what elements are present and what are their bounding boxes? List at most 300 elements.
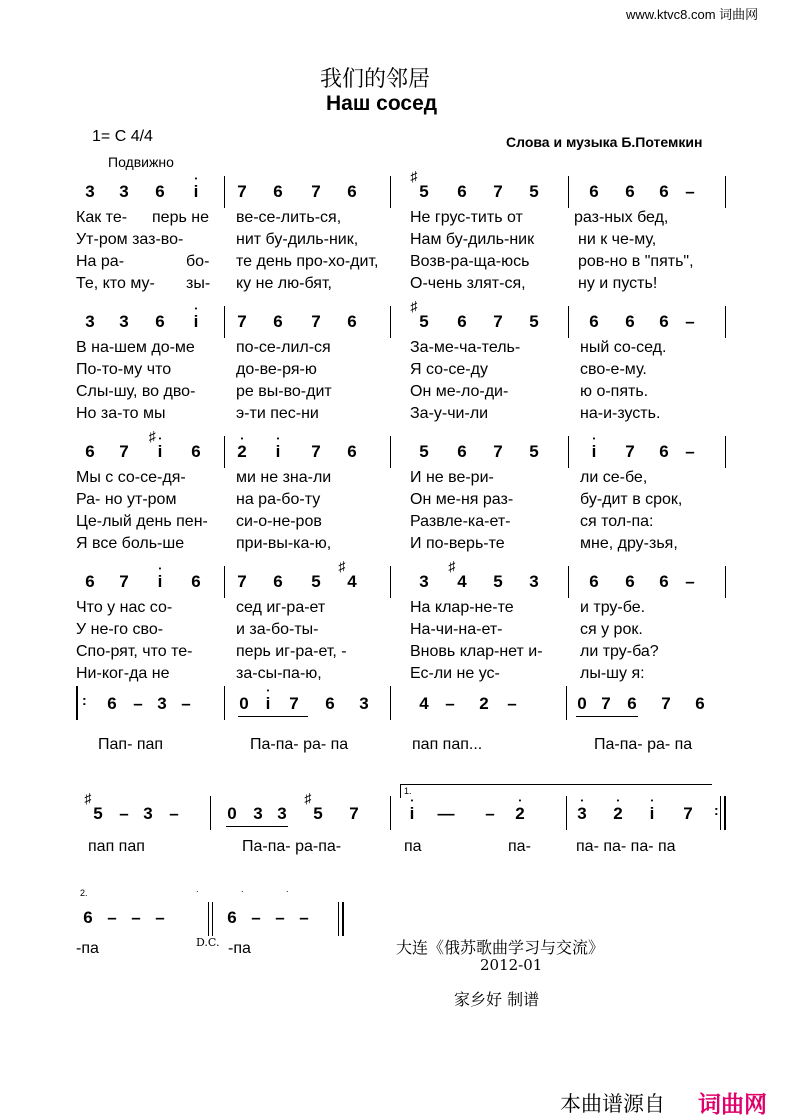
note-digit: 7 [349,804,359,823]
note-digit: 2 [515,804,525,823]
note-digit: 6 [457,312,467,331]
note [237,182,246,202]
note-digit: 3 [85,312,95,331]
note-digit: – [685,182,695,201]
note-digit: 5 [419,442,429,461]
note-digit: 6 [83,908,93,927]
note-digit: 5 [313,804,323,823]
repeat-end-thick [724,796,726,830]
underline-beam [226,826,288,827]
note-digit: 3 [359,694,369,713]
barline [566,686,567,720]
note [347,442,356,462]
note-digit: 6 [347,182,357,201]
note [191,572,200,592]
octave-dot: • [592,436,596,443]
note-digit: i [409,804,415,823]
lyric-segment: бо- [186,253,210,270]
note-row [0,428,790,466]
lyric-segment: -па [76,940,99,957]
note [457,442,466,462]
note [419,694,428,714]
note-digit: 3 [85,182,95,201]
lyric-segment: и за-бо-ты- [236,621,319,638]
brand-logo: 词曲网 [698,1091,767,1117]
note-digit: 5 [311,572,321,591]
note [409,798,415,824]
barline [390,306,391,338]
note-digit: – [169,804,179,823]
note-digit: 3 [253,804,263,823]
note [347,312,356,332]
note [148,428,163,462]
note [227,908,236,928]
note [457,182,466,202]
note-digit: 5 [419,182,429,201]
note [239,694,248,714]
tempo-marking: Подвижно [108,154,174,170]
note [265,688,271,714]
lyric-segment: перь иг-ра-ет, - [236,643,347,660]
note [119,804,128,824]
note-digit: 7 [119,572,129,591]
note-digit: 6 [347,312,357,331]
octave-dot: • [240,436,244,443]
note-digit: i [275,442,281,461]
note [627,694,636,714]
note-digit: 0 [577,694,587,713]
note-row [0,168,790,206]
note [695,694,704,714]
note [289,694,298,714]
note-digit: 3 [277,804,287,823]
note [299,908,308,928]
lyric-line [0,339,790,359]
lyric-segment: зы- [186,275,211,292]
sharp-sign: ♯ [410,298,418,314]
note-digit: 6 [625,572,635,591]
note [577,694,586,714]
octave-dot: • [518,798,522,805]
note [85,312,94,332]
lyric-line [0,253,790,273]
note-digit: 6 [107,694,117,713]
title-chinese: 我们的邻居 [320,67,431,92]
note-digit: 6 [325,694,335,713]
lyric-segment: ку не лю-бят, [236,275,332,292]
sharp-sign: ♯ [84,790,92,806]
lyric-segment: В на-шем до-ме [76,339,195,356]
lyric-segment: Спо-рят, что те- [76,643,193,660]
lyric-segment: По-то-му что [76,361,172,378]
footer-date: 2012-01 [480,956,543,974]
octave-dot: • [650,798,654,805]
note-digit: i [649,804,655,823]
note [529,312,538,332]
note [325,694,334,714]
note-digit: – [275,908,285,927]
note-digit: 6 [625,312,635,331]
note [649,798,655,824]
barline [390,686,391,720]
lyric-segment: ный со-сед. [580,339,667,356]
note [251,908,260,928]
note [119,182,128,202]
sharp-sign: ♯ [304,790,312,806]
note [157,566,163,592]
lyric-segment: пап пап... [412,736,483,753]
note-digit: 2 [613,804,623,823]
lyric-line [0,621,790,641]
lyric-line [0,736,790,756]
note [493,442,502,462]
note-digit: 6 [659,572,669,591]
note-digit: 7 [237,182,247,201]
barline [224,566,225,598]
lyric-segment: Ра- но ут-ром [76,491,177,508]
note [311,312,320,332]
note-digit: i [265,694,271,713]
note [685,182,694,202]
note-digit: – [155,908,165,927]
octave-dot: • [276,436,280,443]
note-digit: 4 [457,572,467,591]
barline [568,176,569,208]
note-digit: 5 [529,182,539,201]
note [304,790,323,824]
lyric-segment: Нам бу-диль-ник [410,231,535,248]
barline [725,176,726,208]
octave-dot: • [580,798,584,805]
note-digit: i [157,442,163,461]
lyric-segment: Ут-ром заз-во- [76,231,184,248]
note-digit: 7 [683,804,693,823]
note-digit: – [299,908,309,927]
note-digit: 5 [93,804,103,823]
note-digit: – [445,694,455,713]
note-digit: 6 [457,442,467,461]
barline [568,566,569,598]
note [359,694,368,714]
source-label: 本曲谱源自 [560,1093,665,1116]
note-digit: – [485,804,495,823]
lyric-line [0,643,790,663]
lyric-line [0,383,790,403]
note [589,572,598,592]
lyric-segment: раз-ных бед, [574,209,669,226]
note-digit: 0 [239,694,249,713]
note-digit: 3 [143,804,153,823]
note-digit: 5 [529,312,539,331]
lyric-segment: Па-па- ра- па [594,736,693,753]
lyric-segment: нит бу-диль-ник, [236,231,359,248]
sharp-sign: ♯ [448,558,456,574]
note [659,572,668,592]
note [84,790,103,824]
note [659,442,668,462]
note [311,182,320,202]
barline [725,566,726,598]
note [589,312,598,332]
note [181,694,190,714]
note [625,182,634,202]
lyric-segment: па [404,838,422,855]
lyric-segment: пап пап [88,838,145,855]
note [143,804,152,824]
note [85,182,94,202]
note-digit: 3 [119,312,129,331]
note [237,572,246,592]
note [155,312,164,332]
octave-dot: • [266,688,270,695]
credits: Слова и музыка Б.Потемкин [506,134,703,150]
note [625,442,634,462]
note [119,442,128,462]
note [347,182,356,202]
note [85,442,94,462]
note-digit: 6 [227,908,237,927]
barline [725,306,726,338]
note-digit: 6 [273,572,283,591]
note-digit: 6 [155,312,165,331]
note-digit: — [437,804,455,823]
lyric-line [0,535,790,555]
barline [390,566,391,598]
note-digit: 7 [311,182,321,201]
note [659,312,668,332]
octave-dot: • [158,566,162,573]
note-digit: 6 [191,572,201,591]
lyric-segment: И не ве-ри- [410,469,494,486]
lyric-segment: ну и пусть! [578,275,658,292]
lyric-segment: на-и-зусть. [580,405,661,422]
note [479,694,488,714]
repeat-start-thick [76,686,78,720]
lyric-segment: сед иг-ра-ет [236,599,326,616]
note-digit: i [193,312,199,331]
final-thick [342,902,344,936]
barline [390,436,391,468]
note-digit: 6 [659,312,669,331]
lyric-segment: ли тру-ба? [580,643,659,660]
barline [210,796,211,830]
note-digit: 7 [311,442,321,461]
lyric-segment: Возв-ра-ща-юсь [410,253,530,270]
lyric-segment: си-о-не-ров [236,513,322,530]
note [191,442,200,462]
note-digit: i [193,182,199,201]
barline [390,176,391,208]
lyric-segment: Он ме-ня раз- [410,491,514,508]
note [273,572,282,592]
note-digit: 3 [577,804,587,823]
barline [224,176,225,208]
note [311,442,320,462]
lyric-segment: ся тол-па: [580,513,654,530]
note [193,306,199,332]
lyric-segment: Це-лый день пен- [76,513,208,530]
lyric-segment: О-чень злят-ся, [410,275,526,292]
note-digit: 2 [479,694,489,713]
note-digit: 3 [419,572,429,591]
lyric-segment: На клар-не-те [410,599,514,616]
watermark: www.ktvc8.com 词曲网 [626,7,759,22]
note [445,694,454,714]
note-row [0,790,790,828]
note [273,312,282,332]
note [237,312,246,332]
note-digit: 6 [589,182,599,201]
note-digit: 3 [529,572,539,591]
note-digit: 7 [119,442,129,461]
note [419,572,428,592]
lyric-segment: Те, кто му- [76,275,155,292]
note-digit: 7 [289,694,299,713]
note-digit: 7 [661,694,671,713]
note-digit: – [181,694,191,713]
note [349,804,358,824]
note-row [0,558,790,596]
note [169,804,178,824]
note [237,436,247,462]
note [507,694,516,714]
lyric-segment: За-у-чи-ли [410,405,489,422]
lyric-segment: Я со-се-ду [410,361,488,378]
lyric-segment: и тру-бе. [580,599,646,616]
note-row [0,298,790,336]
lyric-segment: э-ти пес-ни [236,405,319,422]
note-digit: 7 [493,442,503,461]
note [157,694,166,714]
lyric-segment: -па [228,940,251,957]
note-digit: 3 [157,694,167,713]
octave-dot: • [410,798,414,805]
lyric-line [0,361,790,381]
lyric-segment: За-ме-ча-тель- [410,339,521,356]
barline [568,306,569,338]
underline-beam [576,716,638,717]
repeat-dots: : [82,692,87,708]
note [683,804,692,824]
barline [208,902,209,936]
lyric-line [0,838,790,858]
lyric-segment: Но за-то мы [76,405,166,422]
barline [568,436,569,468]
note-digit: 6 [85,442,95,461]
note-row [0,688,790,718]
lyric-segment: Ес-ли не ус- [410,665,500,682]
note-digit: – [507,694,517,713]
note [493,572,502,592]
note-digit: 6 [695,694,705,713]
lyric-line [0,665,790,685]
note-digit: 3 [119,182,129,201]
note [277,804,286,824]
lyric-segment: ли се-бе, [580,469,648,486]
lyric-segment: ся у рок. [580,621,643,638]
lyric-segment: ров-но в "пять", [578,253,694,270]
note-digit: i [157,572,163,591]
note [85,572,94,592]
octave-dot: • [194,176,198,183]
lyric-segment: Вновь клар-нет и- [410,643,543,660]
lyric-segment: ре вы-во-дит [236,383,332,400]
barline [224,436,225,468]
note-digit: – [685,312,695,331]
octave-dot: • [616,798,620,805]
note [419,442,428,462]
note-digit: 5 [493,572,503,591]
lyric-line [0,275,790,295]
lyric-segment: И по-верь-те [410,535,505,552]
note [338,558,357,592]
note-digit: 0 [227,804,237,823]
lyric-segment: Па-па- ра-па- [242,838,342,855]
note-digit: 6 [273,312,283,331]
note-digit: 4 [347,572,357,591]
lyric-segment: по-се-лил-ся [236,339,331,356]
final-thin [338,902,339,936]
lyric-line [0,599,790,619]
lyric-segment: На ра- [76,253,125,270]
note-digit: 7 [493,182,503,201]
note [457,312,466,332]
note-digit: 5 [419,312,429,331]
note [227,804,236,824]
note-digit: 5 [529,442,539,461]
volta-dots: . . . [196,884,309,894]
volta-number: 2. [80,888,88,898]
note [601,694,610,714]
lyric-line [0,491,790,511]
lyric-segment: Как те- [76,209,128,226]
note [119,572,128,592]
sharp-sign: ♯ [338,558,346,574]
footer-source-line: 大连《俄苏歌曲学习与交流》 [396,938,605,957]
lyric-segment: те день про-хо-дит, [236,253,379,270]
note [133,694,142,714]
note-digit: 6 [625,182,635,201]
note-digit: i [591,442,597,461]
note [275,908,284,928]
footer-arranger: 家乡好 制谱 [454,990,540,1009]
lyric-segment: На-чи-на-ет- [410,621,503,638]
note [273,182,282,202]
lyric-segment: ни к че-му, [578,231,657,248]
note [685,312,694,332]
lyric-segment: Он ме-ло-ди- [410,383,509,400]
note-digit: 6 [273,182,283,201]
note-digit: – [107,908,117,927]
note [529,572,538,592]
note-digit: – [685,442,695,461]
note-digit: 6 [457,182,467,201]
barline [212,902,213,936]
note [485,804,494,824]
barline [390,796,391,830]
note-digit: 7 [237,312,247,331]
note [493,182,502,202]
note-digit: 6 [191,442,201,461]
lyric-line [0,209,790,229]
note [589,182,598,202]
lyric-segment: лы-шу я: [580,665,645,682]
lyric-segment: перь не [152,209,209,226]
lyric-line [0,513,790,533]
lyric-segment: Я все боль-ше [76,535,185,552]
underline-beam [238,716,308,717]
lyric-segment: бу-дит в срок, [580,491,683,508]
